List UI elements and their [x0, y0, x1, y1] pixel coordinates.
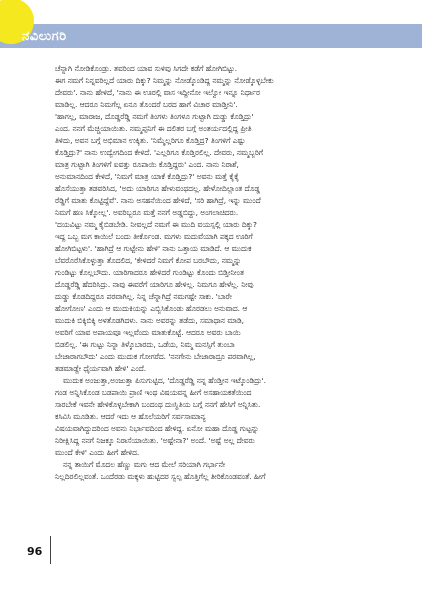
- text-line: ದುಡ್ಡು ಕೊಡದಿದ್ದರೂ ಪರವಾಗಿಲ್ಲ. ನಿನ್ನ ಚೆನ್ನಾಗಿದ್ರೆ ನಮಗಷ್ಟೇ ಸಾಕು. 'ಬಾರೇ: [55, 292, 232, 301]
- text-line: ವಿಷಯವಾಗಿದ್ದುದರಿಂದ ಅವನು ನಿರ್ಭಾವದಿಂದ ಹೇಳಿದ್ದ. ಏನೋ ಮಹಾ ದೊಡ್ಡ ಗುಟ್ಟನ್ನು: [55, 424, 259, 433]
- text-line: ಚೆನ್ನಾಗಿ ನೋಡಿಕೊಂಡ್ರು. ತವರಿಂದ ಯಾವ ಸುಳಿವು ಸಿಗದೇ ಕಡೆಗೆ ಹೋಗಿಬಿಟ್ಟು.: [55, 64, 238, 73]
- text-line: ದೇವರು'. ನಾನು ಹೇಳಿದೆ, 'ನಾನು ಈ ಊರಲ್ಲಿ ವಾಸ ಇದ್ದೀನೋ ಇಲ್ವೋ ಇನ್ನೂ ನಿರ್ಧಾರ: [55, 88, 260, 97]
- text-line: ಮಾತ್ರ ಗುಟ್ಟಾಗಿ ತಿಂಗಳಿಗೆ ಐವತ್ತು ರೂಪಾಯಿ ಕೊಡ್ತಿದ್ದರು' ಎಂದ. ನಾನು ನಿರಾಶೆ,: [55, 160, 239, 169]
- text-line: ರೆಡ್ಡಿಗೆ ಮಾತು ಕೊಟ್ಟಿದ್ದೆವೆ'. ನಾನು ಅಸಹನೆಯಿಂದ ಹೇಳಿದೆ, 'ಸರಿ ಹಾಗಿದ್ರೆ, ಇನ್ನು ಮುಂದೆ: [55, 196, 261, 205]
- paragraph-2: [55, 375, 404, 459]
- text-line: ಮಾಡಿಲ್ಲ. ಆದರೂ ನಿಮಗೆಲ್ಲ ಏನೂ ತೊಂದರೆ ಬರದ ಹಾಗೆ ವಿಚಾರ ಮಾಡ್ತೀನಿ'.: [55, 100, 238, 109]
- text-line: ಹೋಗಿಬಿಟ್ಟಳು'. 'ಹಾಗಿದ್ರೆ ಆ ಗುಟ್ಟೇನು ಹೇಳಿ' ನಾನು ಒತ್ತಾಯ ಮಾಡಿದೆ. ಆ ಮುದುಕ: [55, 244, 252, 253]
- text-line: ಇದ್ದ ಒಬ್ಬ ಮಗ ಕಾಯಿಲೆ ಬಂದು ತೀರ್ಕೊಂಡ. ಮಗಳು ಮದುವೆಯಾಗಿ ಪಕ್ಕದ ಊರಿಗೆ: [55, 232, 253, 241]
- text-line: ಅನುಮಾನದಿಂದ ಕೇಳಿದೆ, 'ನಿಮಗೆ ಮಾತ್ರ ಯಾಕೆ ಕೊಡ್ತಿದ್ರು?' ಅವನು ಮತ್ತೆ ಕೈಕೈ: [55, 172, 240, 181]
- text-line: ಮುಂದೆ ಕೇಳಿ' ಎಂದು ಹೀಗೆ ಹೇಳಿದ.: [55, 448, 140, 457]
- page-number: 96: [27, 545, 43, 558]
- text-line: ಹೋಗೋಣ' ಎಂದು ಆ ಮುದುಕಿಯನ್ನು ಎಬ್ಬಿಸಿಕೊಂಡು ಹೊರಡಲು ಅನುವಾದ. ಆ: [55, 304, 248, 313]
- paragraph-3: [55, 459, 404, 483]
- running-head-title: ನವಿಲುಗರಿ: [22, 29, 67, 44]
- text-line: ಬೆವರೊರೆಸಿಕೊಳ್ಳುತ್ತಾ ತೊದಲಿದ, 'ಕೇಳಿದರೆ ನಿಮಗೆ ಕೋಪ ಬರಬೌದು, ನಮ್ಮನ್ನು: [55, 256, 242, 265]
- page-number-divider: [50, 536, 51, 564]
- text-line: ಗುಂಡಿಟ್ಟು ಕೊಲ್ಲಬೌದು. ಯಾರಿಗಾದರೂ ಹೇಳಿದರೆ ಗುಂಡಿಟ್ಟು ಕೊಂದು ಬಿಡ್ತೀನೀಂತ: [55, 268, 244, 277]
- text-line: ಸಾರಬೇಕೆ ಇವನೇ ಹೇಳಿಕೊಳ್ಳಬೇಕಾಗಿ ಬಂದಂಥ ದುಃಸ್ಥಿತಿಯ ಬಗ್ಗೆ ನನಗೆ ಹೇಸಿಗೆ ಅನ್ನಿಸಿತು.: [55, 400, 261, 409]
- text-line: ಕಸಿವಿಸಿ ಮೂಡಿತು. ಆದರೆ ಇದು ಆ ಹೊಲೆಯರಿಗೆ ಸರ್ವಸಾಮಾನ್ಯ: [55, 412, 206, 421]
- text-line: ಎಂದ. ನನಗೆ ಮೆಚ್ಚಿಯಾಯಿತು. ನಮ್ಮಪ್ಪನಿಗೆ ಈ ದಲಿತರ ಬಗ್ಗೆ ಅಂತರ್ಯದಲ್ಲಿದ್ದ ಪ್ರೀತಿ: [55, 124, 252, 133]
- text-line: ಮುದುಕ ಅಂಜುತ್ತಾ,ಅಂಜುತ್ತಾ ಪಿಸುಗುಟ್ಟಿದ, 'ದೊಡ್ಡರೆಡ್ಡಿ ನನ್ನ ಹೆಂಡ್ತೀನ ಇಟ್ಕೊಂಡಿದ್ರು'.: [63, 376, 266, 385]
- text-line: ಈಗ ನಮಗೆ ನಿನ್ನವರಿಲ್ಲದೆ ಯಾರು ದಿಕ್ಕು? ನಿಮ್ಮನ್ನು ನೋಡ್ಕೊಂಡಿದ್ದ ನಮ್ಮನ್ನು ನೋಡ್ಕೊಳ್ಳಬೇಕು: [55, 76, 274, 85]
- text-line: ಬಿಡಲಿಲ್ಲ. 'ಈ ಗುಟ್ಟು ನಿನ್ನಾ ತಿಳ್ಕೊಬಾರದು, ಒಡೆಯ, ನಿಮ್ಮ ಮನಸ್ಸಿಗೆ ತುಂಬಾ: [55, 340, 235, 349]
- text-line: ಗಂಡ ಅನ್ನಿಸಿಕೊಂಡ ಬಡಪಾಯಿ ಪ್ರಾಣಿ ಇಂಥ ವಿಷಯವನ್ನ ಹೀಗೆ ಅಸಹಾಯಕತೆಯಿಂದ: [55, 388, 252, 397]
- text-line: ಕೊಡ್ತಿದ್ರು?' ನಾನು ಉದ್ವೇಗದಿಂದ ಕೇಳಿದೆ. 'ಎಲ್ಲರಿಗೂ ಕೊಡ್ತಿರಲಿಲ್ಲ. ದೇವರು, ನಮ್ಮಬ್ಬರಿಗೆ: [55, 148, 264, 157]
- text-line: ನಿಲ್ಲದಿರಲಿಲ್ಲವಂತೆ. ಒಂದೆರಡು ಮಕ್ಕಳು ಹುಟ್ಟಿದರ ಸ್ವಲ್ಪ ಹೊತ್ತಿಗೆಲ್ಲ ತೀರಿಕೊಂಡವಂತೆ. ಹೀಗೆ: [55, 472, 266, 481]
- text-line: ತಡಮಾಡ್ದೇ ಧೈರ್ಯವಾಗಿ ಹೇಳಿ' ಎಂದೆ.: [55, 364, 147, 373]
- text-line: ಹೊಸೆಯುತ್ತಾ ತಡವರಿಸಿದ, 'ಅದು ಯಾರಿಗೂ ಹೇಳುವಂಥದಲ್ಲ. ಹೇಳೋದಿಲ್ಲಾಂತ ದೊಡ್ಡ: [55, 184, 260, 193]
- text-line: ಅವರಿಗೆ ಯಾವ ಅಪಾಯವೂ ಇಲ್ಲವೆಂದು ಮಾತುಕೊಟ್ಟೆ. ಆದರೂ ಅವರು ಬಾಯಿ: [55, 328, 241, 337]
- text-line: ನಿಮಗೆ ಹಣ ಸಿಕ್ಕೋಲ್ಲ'. ಅವರಿಬ್ಬರೂ ಮತ್ತೆ ನನಗೆ ಅಡ್ಡಬಿದ್ದು, ಅಂಗಲಾಚಿದರು.: [55, 208, 239, 217]
- text-line: 'ಹಾಗಲ್ಲ, ಮಾರಾಜ, ದೊಡ್ಡರೆಡ್ಡಿ ನಮಗೆ ತಿಂಗಳು ತಿಂಗಳೂ ಗುಟ್ಟಾಗಿ ದುಡ್ಡು ಕೊಡ್ತಿದ್ರು': [55, 112, 254, 121]
- text-line: ತಿಳಿದು, ಅವನ ಬಗ್ಗೆ ಅಭಿಮಾನ ಉಕ್ಕಿತು. 'ನಿಮ್ಮೆಲ್ಲರಿಗೂ ಕೊಡ್ತಿದ್ರ? ತಿಂಗಳಿಗೆ ಎಷ್ಟು: [55, 136, 246, 145]
- text-line: ದೊಡ್ಡರೆಡ್ಡಿ ಹೆದರಿಸಿದ್ರು. ನಾವು ಈವರೆಗೆ ಯಾರಿಗೂ ಹೇಳಿಲ್ಲ. ನಿಮಗೂ ಹೇಳೆಲ್ಲ. ನೀವು: [55, 280, 254, 289]
- paragraph-1: [55, 63, 404, 375]
- text-line: ನಿರೀಕ್ಷಿಸಿದ್ದ ನನಗೆ ನಿಜಕ್ಕೂ ನಿರಾಸೆಯಾಯಿತು. 'ಅಷ್ಟೇನಾ?' ಅಂದೆ. 'ಅಷ್ಟೆ ಅಲ್ಲ ದೇವರು: [55, 436, 255, 445]
- text-line: ಬೇಜಾರಾಗಬೌದು' ಎಂದು ಮುದುಕ ಗೋಗರೆದ. 'ನನಗೇನು ಬೇಜಾರಾದ್ರೂ ಪರವಾಗಿಲ್ಲ,: [55, 352, 256, 361]
- text-line: 'ದಯವಿಟ್ಟು ನಮ್ಮ ಕೈಬಿಡಬೇಡಿ. ನೀವಲ್ಲದೆ ನಮಗೆ ಈ ಮುದಿ ವಯಸ್ಸಲ್ಲಿ ಯಾರು ದಿಕ್ಕು?: [55, 220, 257, 229]
- text-line: ನನ್ನ ತಾಯಿಗೆ ಮೊದಲ ಹೆಣ್ಣು ಮಗು ಆದ ಮೇಲೆ ಸರಿಯಾಗಿ ಗರ್ಭಾನೇ: [63, 460, 226, 469]
- body-text: [55, 63, 404, 483]
- text-line: ಮುದುಕಿ ಬಿಕ್ಕಿಬಿಕ್ಕಿ ಅಳತೊಡಗಿದಳು. ನಾನು ಅವರನ್ನು ತಡೆದು, ಸಮಾಧಾನ ಮಾಡಿ,: [55, 316, 244, 325]
